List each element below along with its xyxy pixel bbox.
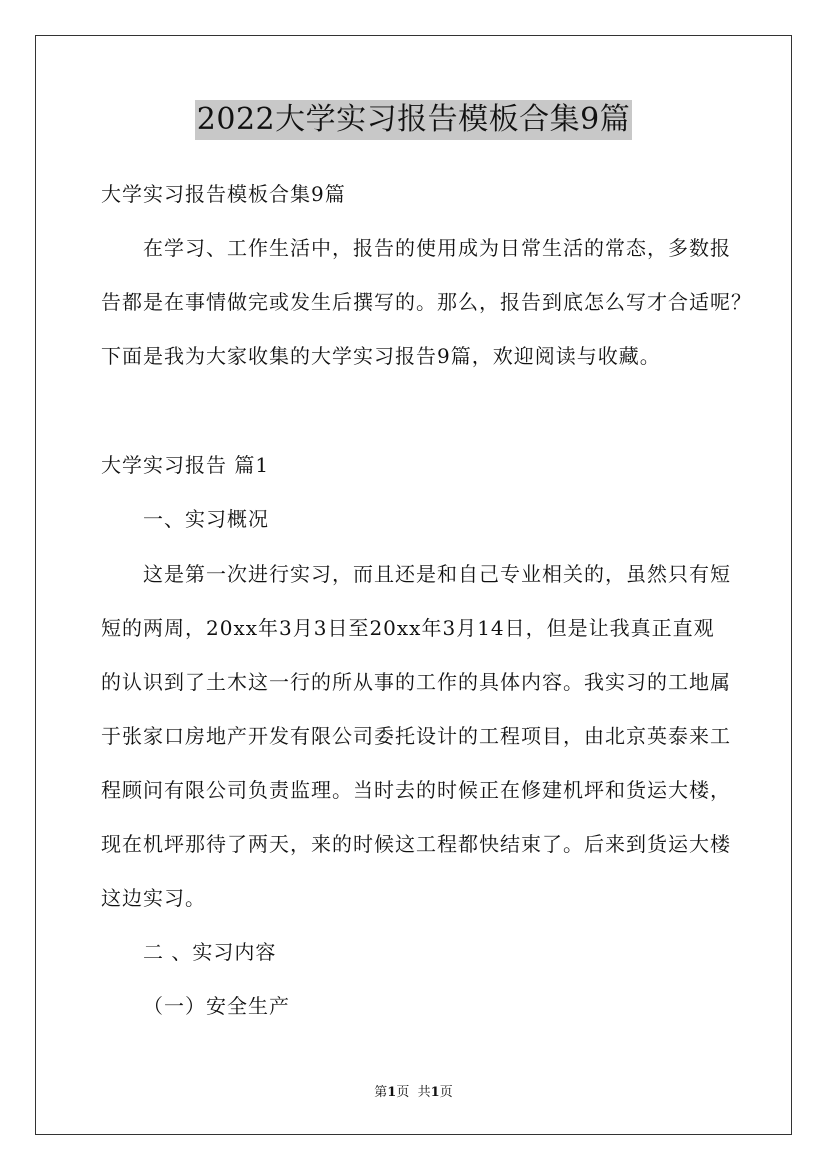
page-footer: [0, 1084, 827, 1102]
body-line: 现在机坪那待了两天，来的时候这工程都快结束了。后来到货运大楼: [101, 832, 731, 856]
body-line: 这边实习。: [101, 886, 206, 910]
footer-page-prefix: 第: [374, 1085, 388, 1100]
intro-line: 告都是在事情做完或发生后撰写的。那么，报告到底怎么写才合适呢？: [101, 290, 752, 314]
body-line: 程顾问有限公司负责监理。当时去的时候正在修建机坪和货运大楼，: [101, 778, 731, 802]
title-container: [0, 100, 827, 140]
footer-page-unit: 页: [396, 1085, 410, 1100]
intro-line: 在学习、工作生活中，报告的使用成为日常生活的常态，多数报: [143, 236, 731, 260]
part-one-heading: 一、实习概况: [143, 507, 269, 531]
body-line: 短的两周，20xx年3月3日至20xx年3月14日，但是让我真正直观: [101, 616, 715, 640]
body-line: 的认识到了土木这一行的所从事的工作的具体内容。我实习的工地属: [101, 670, 731, 694]
footer-total-number: 1: [430, 1085, 440, 1100]
footer-total-prefix: 共: [417, 1085, 431, 1100]
footer-page-number: 1: [387, 1085, 397, 1100]
footer-total-unit: 页: [439, 1085, 453, 1100]
part-two-heading: 二 、实习内容: [143, 940, 277, 964]
section-heading: 大学实习报告 篇1: [101, 453, 270, 477]
document-subtitle: 大学实习报告模板合集9篇: [101, 182, 346, 206]
body-line: 这是第一次进行实习，而且还是和自己专业相关的，虽然只有短: [143, 562, 731, 586]
document-title: 2022大学实习报告模板合集9篇: [195, 100, 632, 140]
sub-heading: （一）安全生产: [143, 994, 290, 1018]
intro-line: 下面是我为大家收集的大学实习报告9篇，欢迎阅读与收藏。: [101, 344, 661, 368]
body-line: 于张家口房地产开发有限公司委托设计的工程项目，由北京英泰来工: [101, 724, 731, 748]
